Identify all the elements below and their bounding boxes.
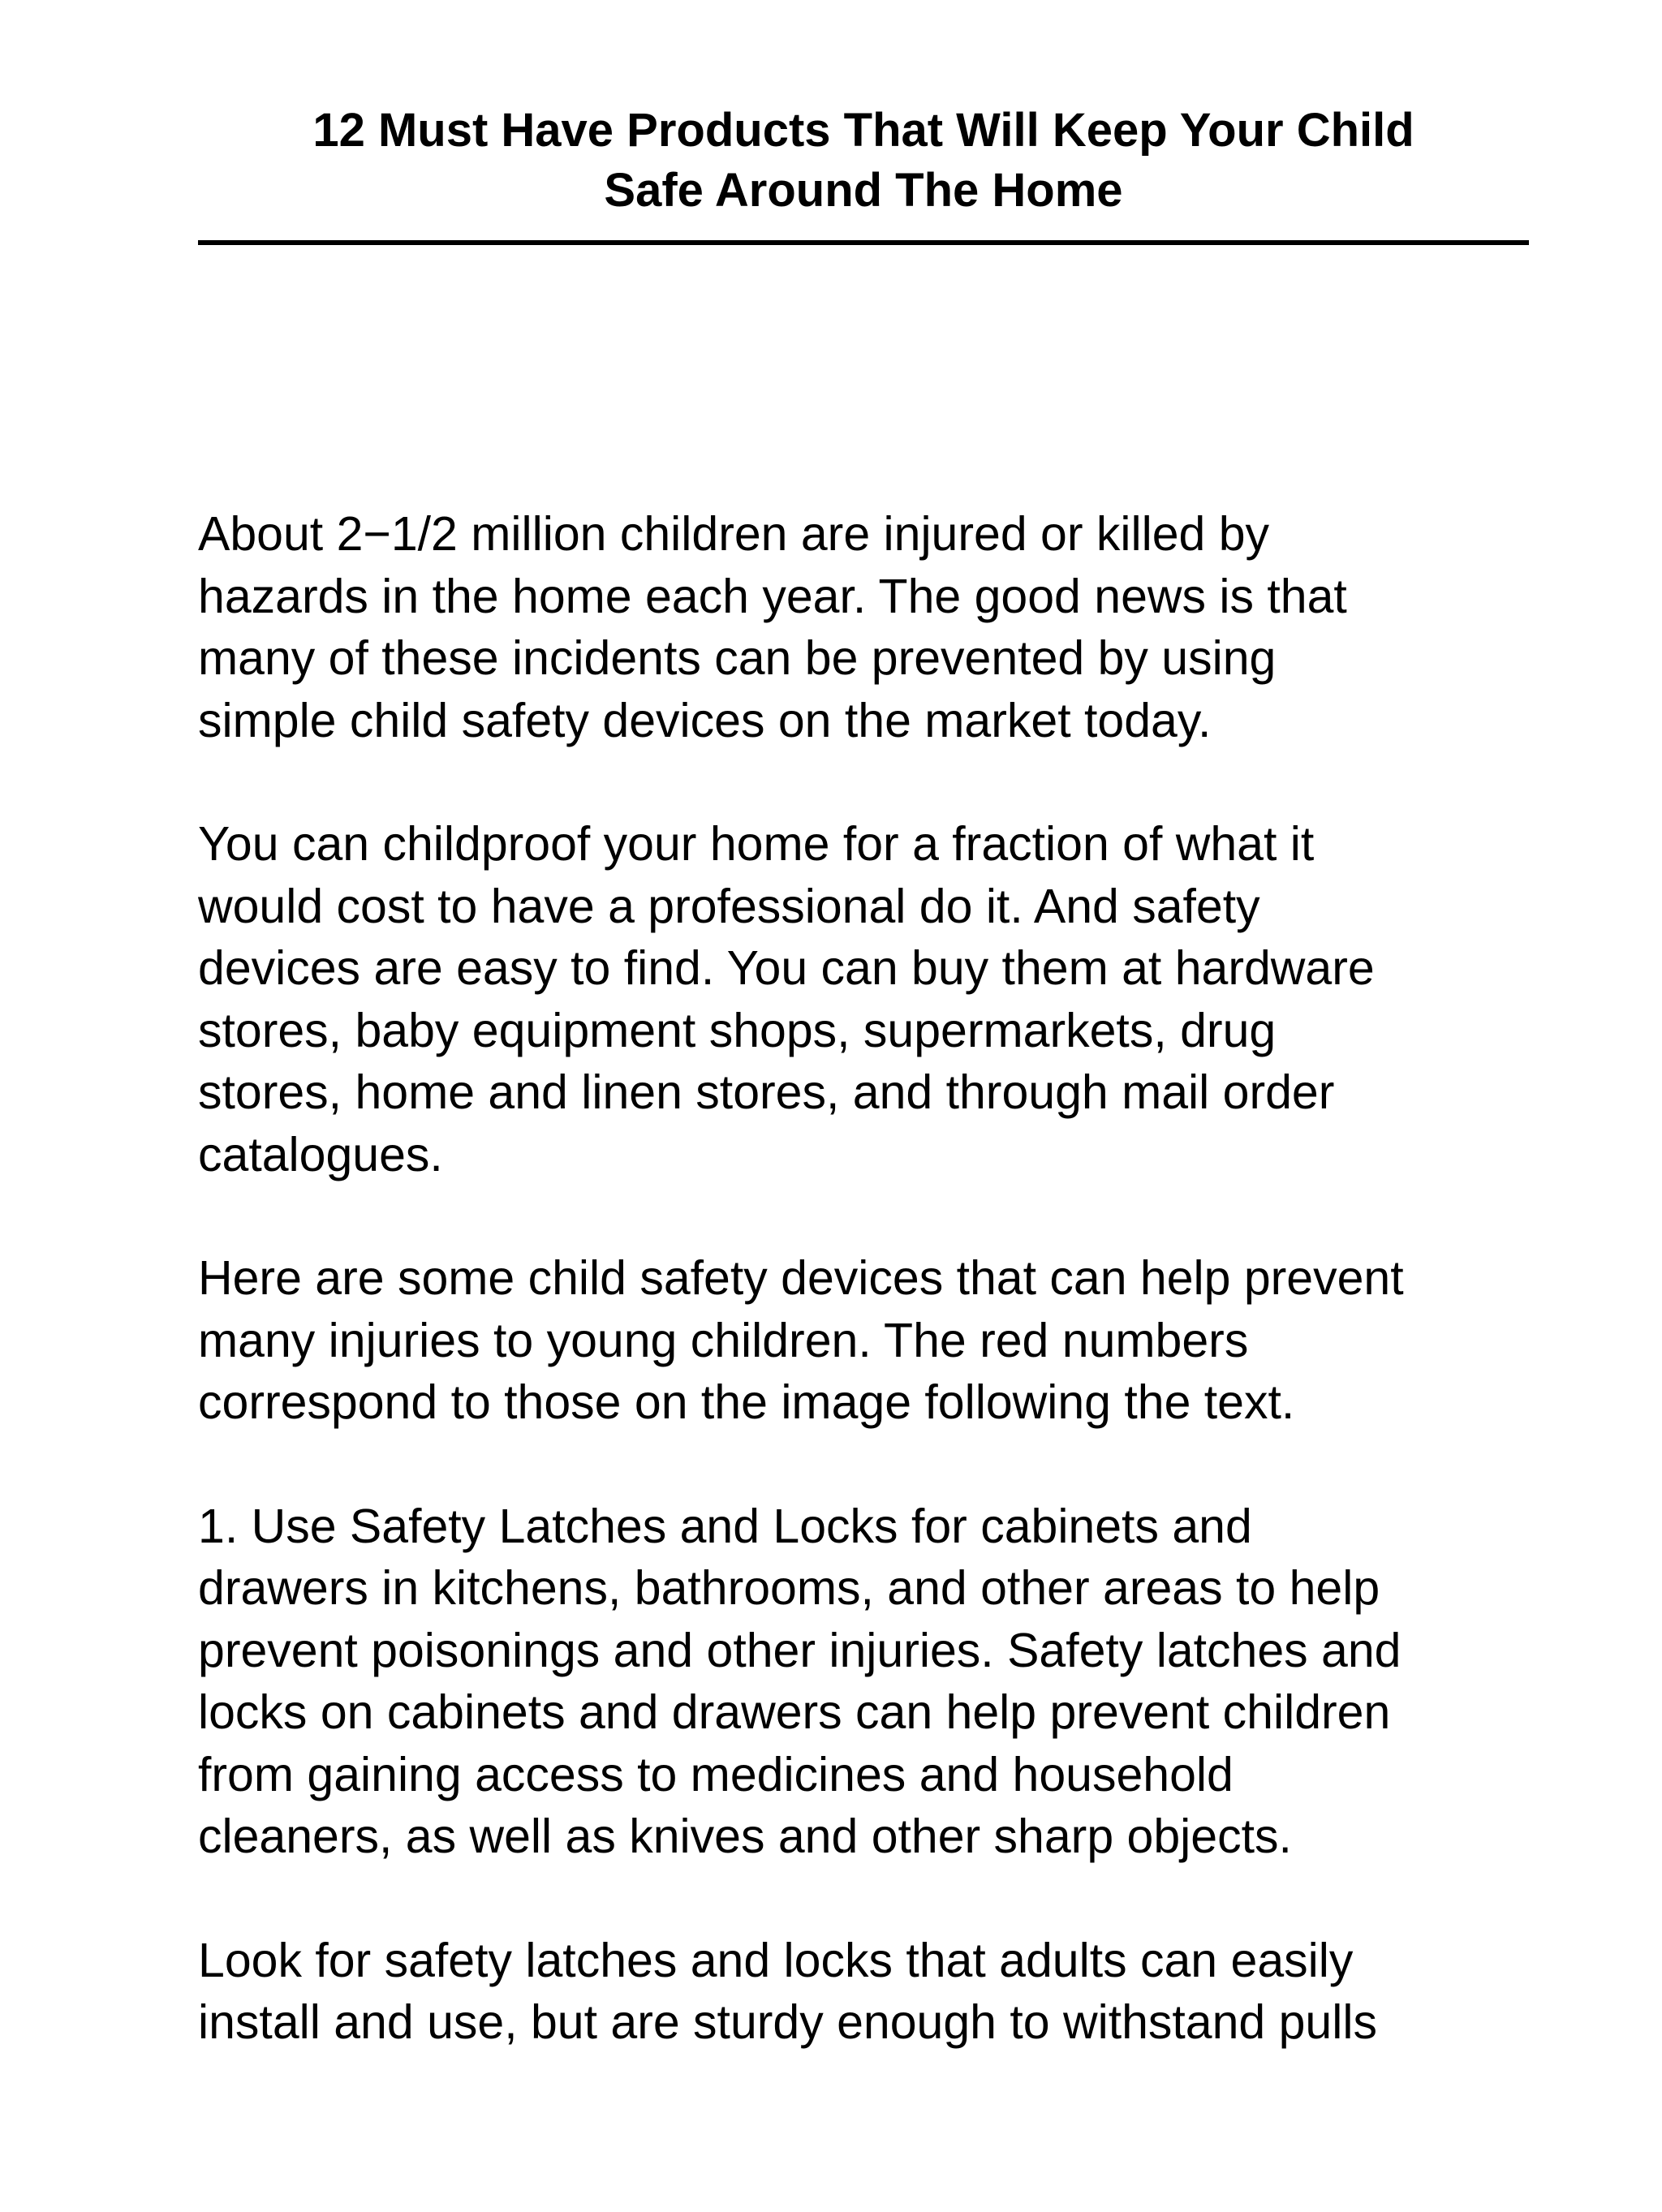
- paragraph-line: prevent poisonings and other injuries. Safety latches and: [198, 1623, 1402, 1677]
- paragraph-devices: [198, 1247, 1578, 1434]
- paragraph-line: drawers in kitchens, bathrooms, and other areas to help: [198, 1561, 1380, 1615]
- paragraph-line: About 2−1/2 million children are injured or killed by: [198, 507, 1270, 561]
- paragraph-line: from gaining access to medicines and household: [198, 1747, 1234, 1801]
- paragraph-line: Look for safety latches and locks that adults can easily: [198, 1933, 1354, 1987]
- paragraph-line: You can childproof your home for a fraction of what it: [198, 817, 1315, 871]
- paragraph-line: simple child safety devices on the market today.: [198, 693, 1212, 747]
- paragraph-line: devices are easy to find. You can buy them at hardware: [198, 941, 1375, 995]
- paragraph-line: stores, home and linen stores, and through mail order: [198, 1065, 1335, 1119]
- title-line-2: Safe Around The Home: [604, 164, 1123, 217]
- paragraph-line: correspond to those on the image following the text.: [198, 1375, 1295, 1429]
- paragraph-childproof: [198, 813, 1578, 1186]
- paragraph-line: Here are some child safety devices that can help prevent: [198, 1251, 1404, 1305]
- paragraph-line: locks on cabinets and drawers can help prevent children: [198, 1685, 1391, 1739]
- paragraph-line: stores, baby equipment shops, supermarkets, drug: [198, 1003, 1277, 1057]
- paragraph-line: many of these incidents can be prevented by using: [198, 631, 1277, 685]
- paragraph-line: hazards in the home each year. The good news is that: [198, 569, 1347, 623]
- paragraph-line: catalogues.: [198, 1127, 443, 1181]
- paragraph-line: would cost to have a professional do it. And safety: [198, 879, 1260, 933]
- paragraph-intro: [198, 503, 1578, 751]
- paragraph-item-1: [198, 1495, 1578, 1868]
- title-divider: [198, 240, 1529, 245]
- paragraph-line: 1. Use Safety Latches and Locks for cabinets and: [198, 1499, 1252, 1553]
- paragraph-line: many injuries to young children. The red numbers: [198, 1313, 1249, 1367]
- paragraph-line: install and use, but are sturdy enough to withstand pulls: [198, 1995, 1377, 2049]
- paragraph-line: cleaners, as well as knives and other sharp objects.: [198, 1810, 1292, 1863]
- paragraph-look-for: [198, 1930, 1578, 2054]
- article-body: [198, 503, 1578, 2115]
- title-line-1: 12 Must Have Products That Will Keep Your Child: [312, 104, 1414, 157]
- page-title: [198, 101, 1529, 221]
